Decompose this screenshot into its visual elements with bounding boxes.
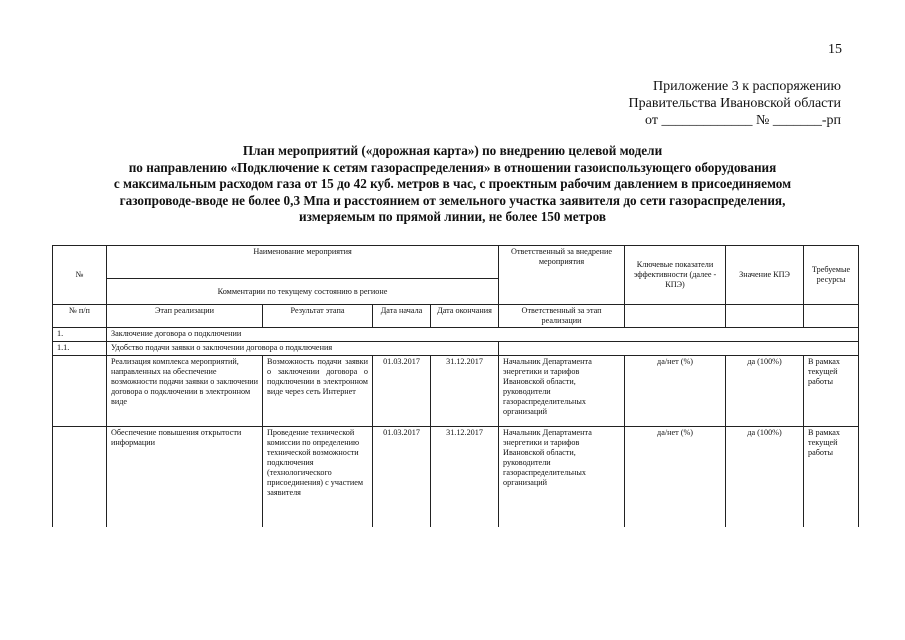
header-result: Результат этапа [263, 305, 373, 328]
section-row-1 [53, 328, 859, 342]
row-2-responsible: Начальник Департамента энергетики и тарифов Ивановской области, руководители газораспределительных организаций [499, 427, 625, 528]
row-1-num [53, 356, 107, 427]
section-1-1-title: Удобство подачи заявки о заключении договора о подключения [107, 342, 499, 356]
row-1-responsible: Начальник Департамента энергетики и тарифов Ивановской области, руководители газораспределительных организаций [499, 356, 625, 427]
row-2-kpi-value: да (100%) [726, 427, 804, 528]
page-number: 15 [828, 42, 842, 57]
row-2-kpi: да/нет (%) [625, 427, 726, 528]
row-2-start: 01.03.2017 [373, 427, 431, 528]
header-num-pp: № п/п [53, 305, 107, 328]
header-stage-responsible: Ответственный за этап реализации [499, 305, 625, 328]
row-1-start: 01.03.2017 [373, 356, 431, 427]
row-1-resources: В рамках текущей работы [804, 356, 859, 427]
row-1-stage: Реализация комплекса мероприятий, направленных на обеспечение возможности подачи заявки о заключении договора о подключении в электронном виде [107, 356, 263, 427]
section-1-title: Заключение договора о подключении [107, 328, 859, 342]
title-line-5: измеряемым по прямой линии, не более 150 метров [299, 209, 606, 224]
title-line-2: по направлению «Подключение к сетям газораспределения» в отношении газоиспользующего оборудования [128, 159, 777, 175]
header-kpi-value: Значение КПЭ [726, 246, 804, 305]
table-row [53, 427, 859, 528]
header-date-end: Дата окончания [431, 305, 499, 328]
section-1-1-num: 1.1. [53, 342, 107, 356]
title-line-3: с максимальным расходом газа от 15 до 42 куб. метров в час, с проектным рабочим давлением в присоединяемом [113, 176, 792, 191]
header-comments: Комментарии по текущему состоянию в регионе [107, 279, 499, 305]
header-row-3 [53, 305, 859, 328]
section-1-num: 1. [53, 328, 107, 342]
row-2-stage: Обеспечение повышения открытости информации [107, 427, 263, 528]
row-1-end: 31.12.2017 [431, 356, 499, 427]
header-num: № [53, 246, 107, 305]
row-2-result: Проведение технической комиссии по определению технической возможности подключения (технологического присоединения) с участием заявителя [263, 427, 373, 528]
section-1-1-empty [499, 342, 859, 356]
row-2-end: 31.12.2017 [431, 427, 499, 528]
row-1-kpi: да/нет (%) [625, 356, 726, 427]
section-row-1-1 [53, 342, 859, 356]
appendix-line-1: Приложение 3 к распоряжению [653, 79, 841, 94]
document-title [40, 143, 865, 226]
row-1-result: Возможность подачи заявки о заключении договора о подключении в электронном виде через сеть Интернет [263, 356, 373, 427]
header-stage: Этап реализации [107, 305, 263, 328]
row-2-num [53, 427, 107, 528]
header-responsible: Ответственный за внедрение мероприятия [499, 246, 625, 305]
appendix-line-3: от _____________ № _______-рп [645, 113, 841, 128]
header-date-start: Дата начала [373, 305, 431, 328]
title-line-1: План мероприятий («дорожная карта») по внедрению целевой модели [242, 143, 663, 158]
appendix-note [629, 78, 841, 129]
header-resources: Требуемые ресурсы [804, 246, 859, 305]
appendix-line-2: Правительства Ивановской области [628, 96, 841, 111]
header-empty-resources [804, 305, 859, 328]
header-empty-kpi-value [726, 305, 804, 328]
header-kpi: Ключевые показатели эффективности (далее - КПЭ) [625, 246, 726, 305]
table-row [53, 356, 859, 427]
row-2-resources: В рамках текущей работы [804, 427, 859, 528]
header-row-1 [53, 246, 859, 279]
header-empty-kpi [625, 305, 726, 328]
header-event-name: Наименование мероприятия [107, 246, 499, 279]
title-line-4: газопроводе-вводе не более 0,3 Мпа и расстоянием от земельного участка заявителя до сети газораспределения, [119, 192, 786, 208]
row-1-kpi-value: да (100%) [726, 356, 804, 427]
roadmap-table [52, 245, 859, 527]
